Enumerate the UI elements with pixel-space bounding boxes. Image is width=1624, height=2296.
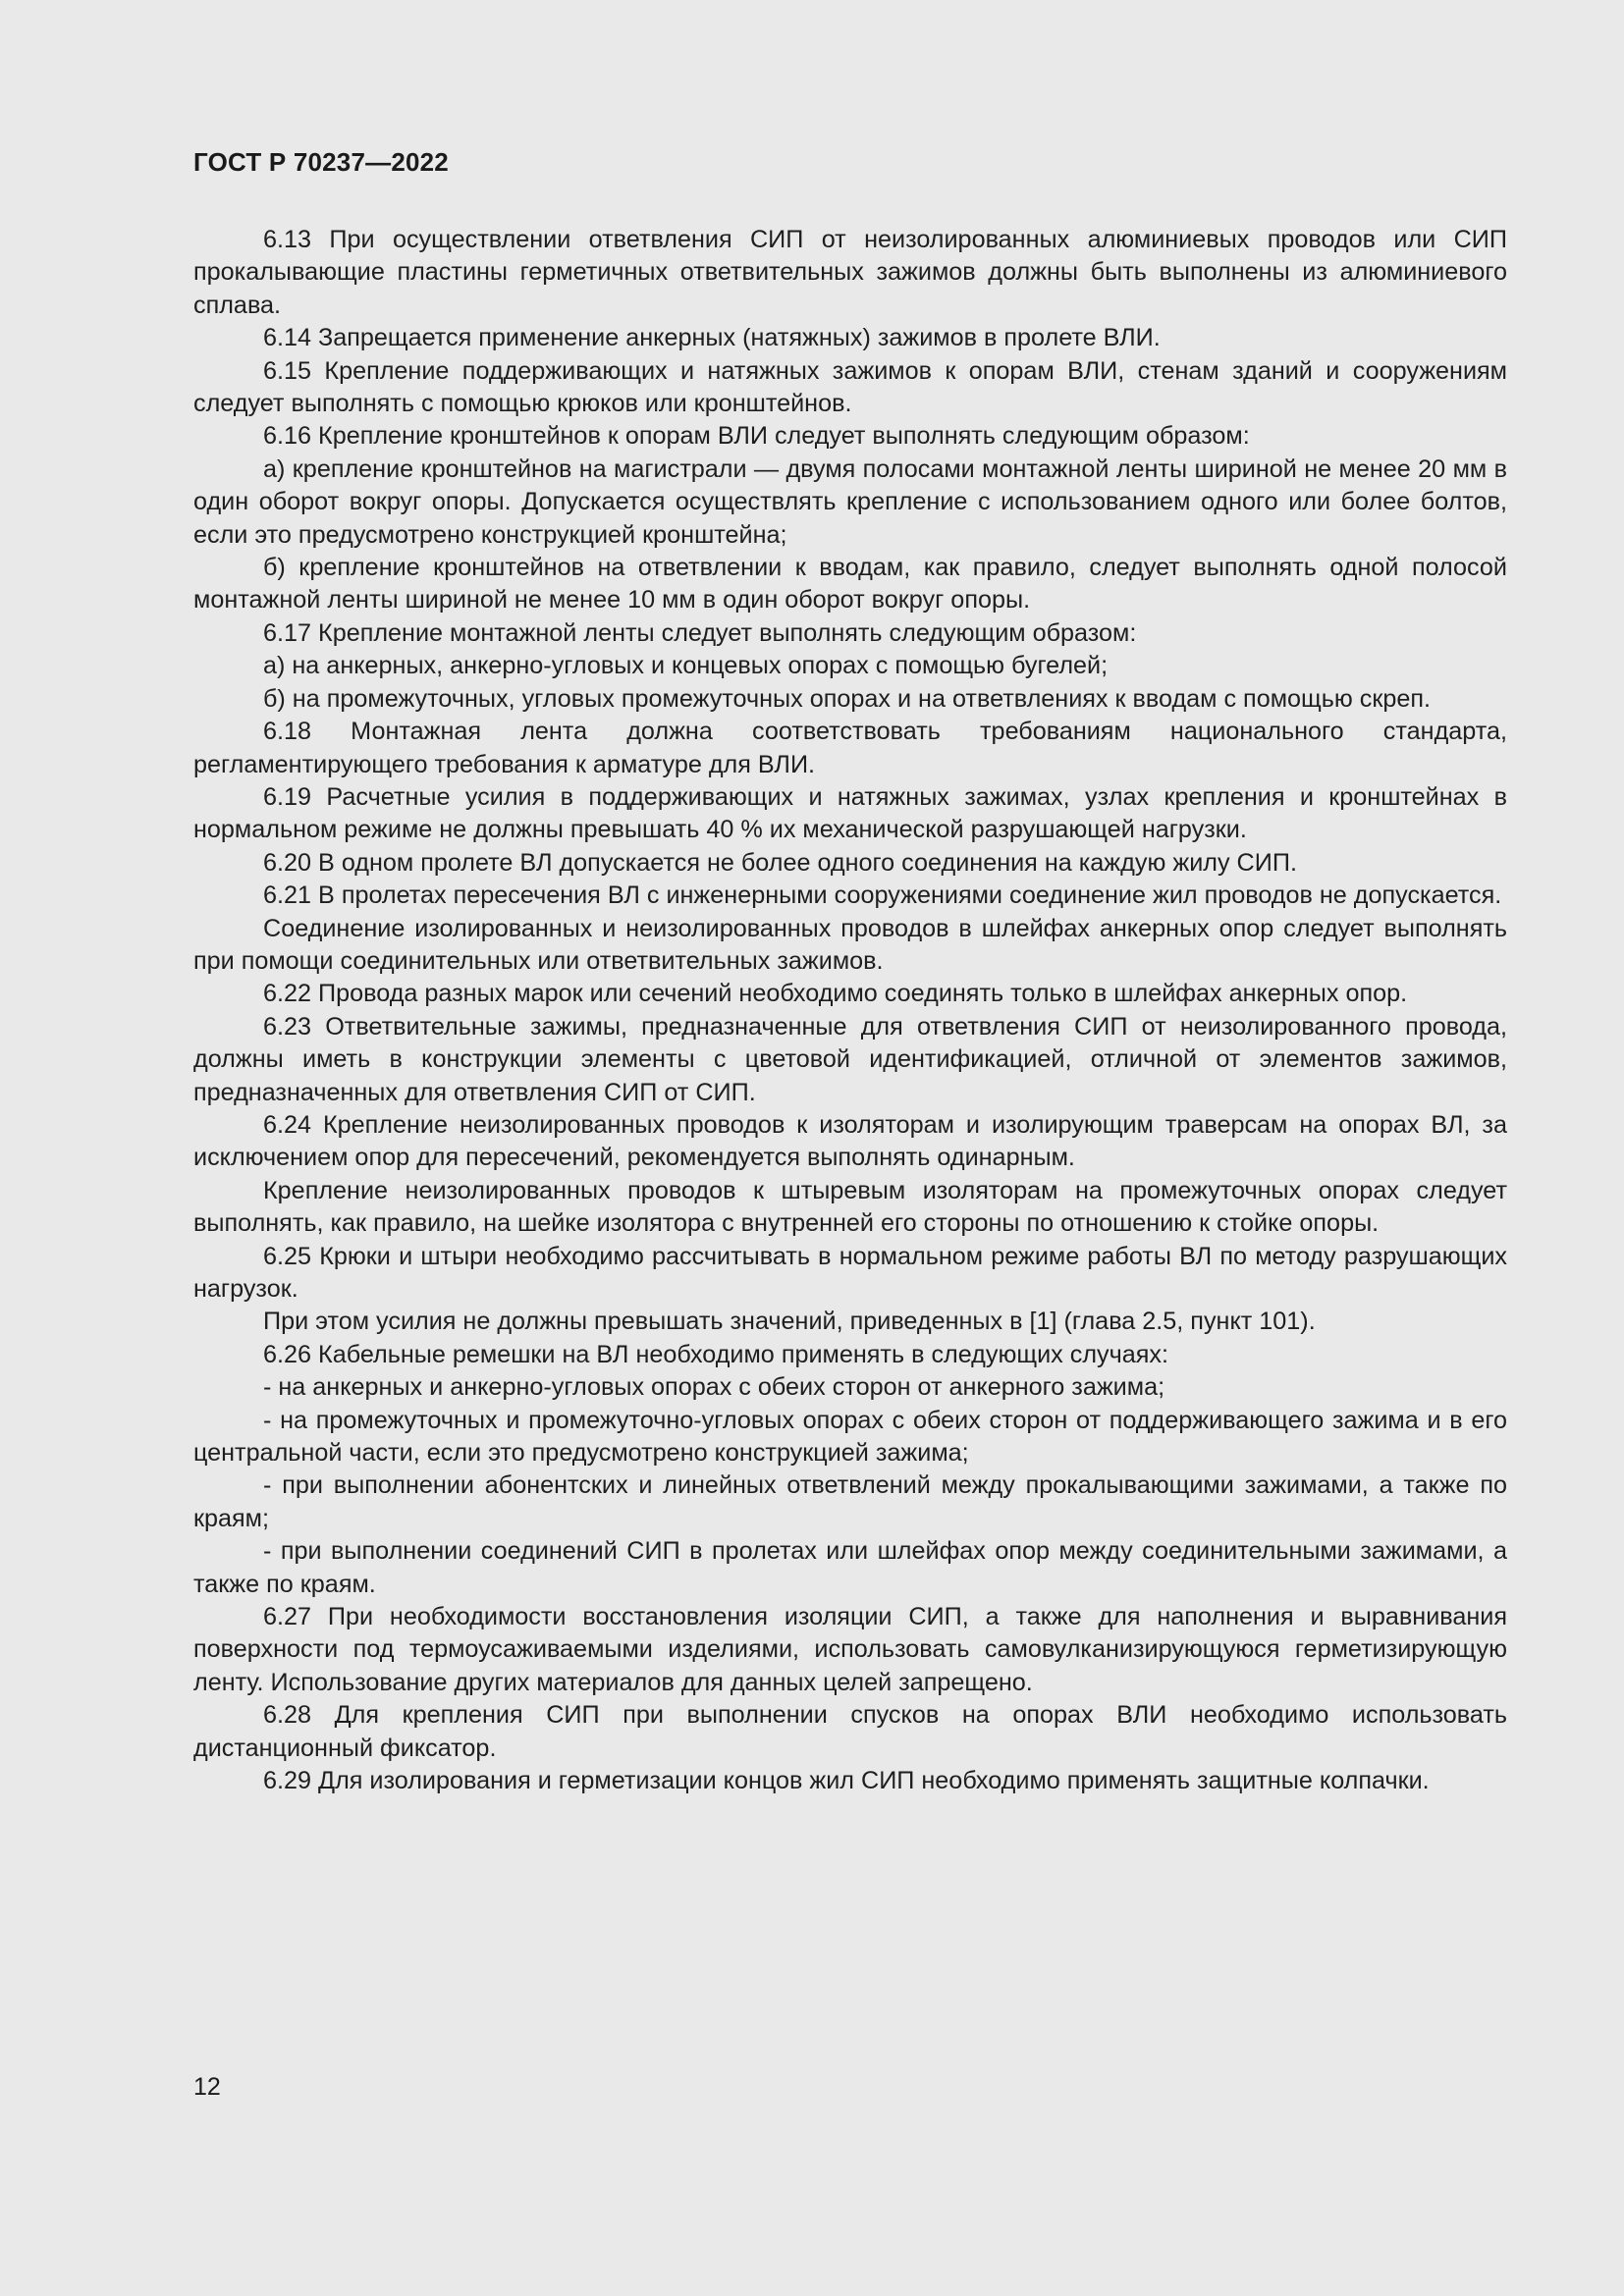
paragraph-6-21: 6.21 В пролетах пересечения ВЛ с инженерными сооружениями соединение жил проводов не допускается.: [263, 881, 1502, 910]
paragraph-6-24-continued: Крепление неизолированных проводов к штыревым изоляторам на промежуточных опорах следует выполнять, как правило, на шейке изолятора с внутренней его стороны по отношению к стойке опоры.: [193, 1176, 1507, 1238]
paragraph-6-20: 6.20 В одном пролете ВЛ допускается не более одного соединения на каждую жилу СИП.: [263, 848, 1297, 877]
paragraph-6-17-a: а) на анкерных, анкерно-угловых и концевых опорах с помощью бугелей;: [263, 652, 1109, 680]
page-number: 12: [193, 2073, 221, 2101]
paragraph-6-16: 6.16 Крепление кронштейнов к опорам ВЛИ следует выполнять следующим образом:: [263, 422, 1250, 451]
document-header: ГОСТ Р 70237—2022: [193, 147, 449, 177]
paragraph-6-19: 6.19 Расчетные усилия в поддерживающих и натяжных зажимах, узлах крепления и кронштейнах в нормальном режиме не должны превышать 40 % их механической разрушающей нагрузки.: [193, 782, 1507, 844]
paragraph-6-13: 6.13 При осуществлении ответвления СИП от неизолированных алюминиевых проводов или СИП прокалывающие пластины герметичных ответвительных зажимов должны быть выполнены из алюминиевого сплава.: [193, 226, 1507, 319]
list-item-6-26-2: - на промежуточных и промежуточно-угловых опорах с обеих сторон от поддерживающего зажима и в его центральной части, если это предусмотрено конструкцией зажима;: [193, 1406, 1507, 1468]
paragraph-6-28: 6.28 Для крепления СИП при выполнении спусков на опорах ВЛИ необходимо использовать дистанционный фиксатор.: [193, 1701, 1507, 1762]
paragraph-6-15: 6.15 Крепление поддерживающих и натяжных зажимов к опорам ВЛИ, стенам зданий и сооружениям следует выполнять с помощью крюков или кронштейнов.: [193, 356, 1507, 418]
paragraph-6-17: 6.17 Крепление монтажной ленты следует выполнять следующим образом:: [263, 618, 1137, 647]
paragraph-6-21-continued: Соединение изолированных и неизолированных проводов в шлейфах анкерных опор следует выполнять при помощи соединительных или ответвительных зажимов.: [193, 914, 1507, 975]
paragraph-6-17-b: б) на промежуточных, угловых промежуточных опорах и на ответвлениях к вводам с помощью скреп.: [263, 684, 1432, 713]
paragraph-6-24: 6.24 Крепление неизолированных проводов к изоляторам и изолирующим траверсам на опорах ВЛ, за исключением опор для пересечений, рекомендуется выполнять одинарным.: [193, 1110, 1507, 1172]
paragraph-6-18: 6.18 Монтажная лента должна соответствовать требованиям национального стандарта, регламентирующего требования к арматуре для ВЛИ.: [193, 718, 1507, 778]
paragraph-6-22: 6.22 Провода разных марок или сечений необходимо соединять только в шлейфах анкерных опор.: [263, 980, 1408, 1008]
paragraph-6-26: 6.26 Кабельные ремешки на ВЛ необходимо применять в следующих случаях:: [263, 1340, 1168, 1368]
paragraph-6-16-b: б) крепление кронштейнов на ответвлении к вводам, как правило, следует выполнять одной полосой монтажной ленты шириной не менее 10 мм в один оборот вокруг опоры.: [193, 554, 1507, 614]
paragraph-6-25: 6.25 Крюки и штыри необходимо рассчитывать в нормальном режиме работы ВЛ по методу разрушающих нагрузок.: [193, 1242, 1507, 1303]
document-body: [193, 224, 1507, 1798]
paragraph-6-16-a: а) крепление кронштейнов на магистрали — двумя полосами монтажной ленты шириной не менее 20 мм в один оборот вокруг опоры. Допускается осуществлять крепление с использованием одного или более болтов, если это предусмотрено конструкцией кронштейна;: [193, 454, 1507, 549]
list-item-6-26-1: - на анкерных и анкерно-угловых опорах с обеих сторон от анкерного зажима;: [263, 1373, 1165, 1402]
paragraph-6-27: 6.27 При необходимости восстановления изоляции СИП, а также для наполнения и выравнивания поверхности под термоусаживаемыми изделиями, использовать самовулканизирующуюся герметизирующую ленту. Использование других материалов для данных целей запрещено.: [193, 1603, 1507, 1696]
list-item-6-26-4: - при выполнении соединений СИП в пролетах или шлейфах опор между соединительными зажимами, а также по краям.: [193, 1537, 1507, 1598]
paragraph-6-25-continued: При этом усилия не должны превышать значений, приведенных в [1] (глава 2.5, пункт 101).: [263, 1308, 1316, 1336]
paragraph-6-14: 6.14 Запрещается применение анкерных (натяжных) зажимов в пролете ВЛИ.: [263, 324, 1161, 352]
list-item-6-26-3: - при выполнении абонентских и линейных ответвлений между прокалывающими зажимами, а также по краям;: [193, 1471, 1507, 1532]
paragraph-6-29: 6.29 Для изолирования и герметизации концов жил СИП необходимо применять защитные колпачки.: [263, 1767, 1430, 1795]
paragraph-6-23: 6.23 Ответвительные зажимы, предназначенные для ответвления СИП от неизолированного провода, должны иметь в конструкции элементы с цветовой идентификацией, отличной от элементов зажимов, предназначенных для ответвления СИП от СИП.: [193, 1012, 1507, 1106]
